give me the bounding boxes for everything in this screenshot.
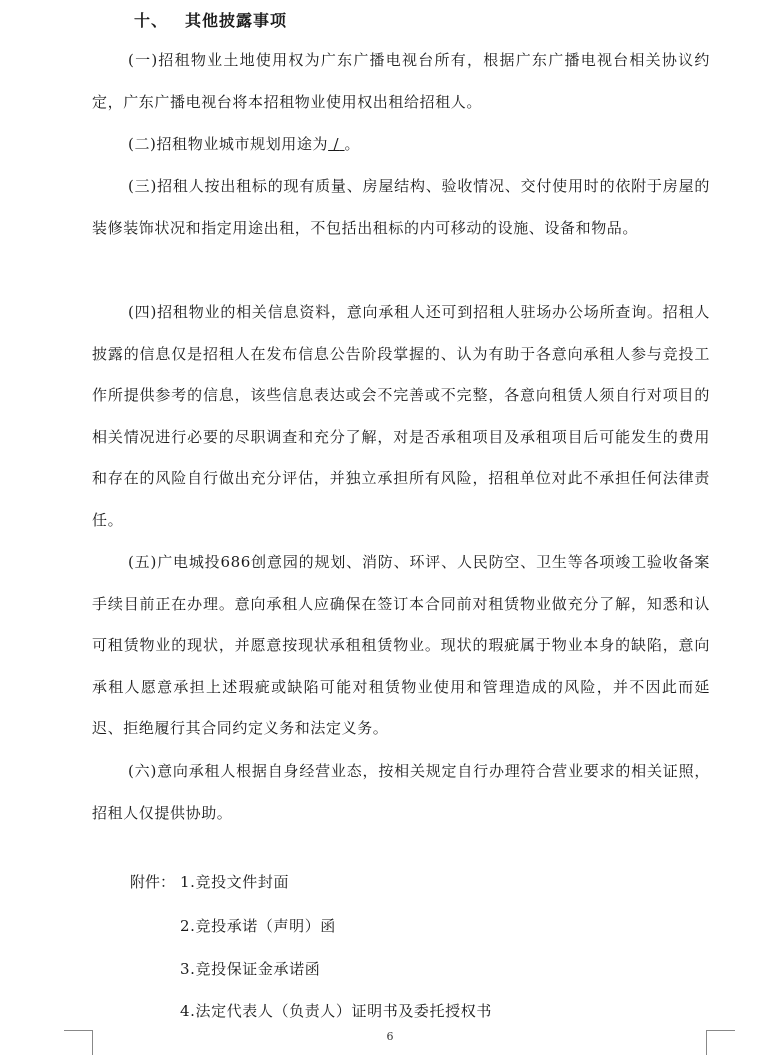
attachments-label: 附件： <box>130 873 176 891</box>
section-heading <box>134 8 287 31</box>
paragraph-5: (五)广电城投686创意园的规划、消防、环评、人民防空、卫生等各项竣工验收备案手续目前正在办理。意向承租人应确保在签订本合同前对租赁物业做充分了解，知悉和认可租赁物业的现状，并愿意按现状承租租赁物业。现状的瑕疵属于物业本身的缺陷，意向承租人愿意承担上述瑕疵或缺陷可能对租赁物业使用和管理造成的风险，并不因此而延迟、拒绝履行其合同约定义务和法定义务。 <box>92 553 710 738</box>
attachment-item: 2.竞投承诺（声明）函 <box>180 917 336 935</box>
paragraph-2 <box>92 124 710 166</box>
planning-use-value: / <box>333 135 340 153</box>
paragraph-2-text: (二)招租物业城市规划用途为 <box>128 135 329 153</box>
section-number: 十、 <box>134 11 169 30</box>
attachment-item: 3.竞投保证金承诺函 <box>180 960 321 978</box>
paragraph-3: (三)招租人按出租标的现有质量、房屋结构、验收情况、交付使用时的依附于房屋的装修装饰状况和指定用途出租，不包括出租标的内可移动的设施、设备和物品。 <box>92 177 710 237</box>
paragraph-2-end: 。 <box>344 135 361 153</box>
section-title: 其他披露事项 <box>185 11 288 30</box>
paragraph-6: (六)意向承租人根据自身经营业态，按相关规定自行办理符合营业要求的相关证照，招租人仅提供协助。 <box>92 762 710 822</box>
page-number: 6 <box>386 1030 394 1043</box>
paragraph-1: (一)招租物业土地使用权为广东广播电视台所有，根据广东广播电视台相关协议约定，广东广播电视台将本招租物业使用权出租给招租人。 <box>92 51 710 111</box>
attachment-item: 1.竞投文件封面 <box>180 873 290 891</box>
paragraph-4: (四)招租物业的相关信息资料，意向承租人还可到招租人驻场办公场所查询。招租人披露的信息仅是招租人在发布信息公告阶段掌握的、认为有助于各意向承租人参与竞投工作所提供参考的信息，该些信息表达或会不完善或不完整，各意向租赁人须自行对项目的相关情况进行必要的尽职调查和充分了解，对是否承租项目及承租项目后可能发生的费用和存在的风险自行做出充分评估，并独立承担所有风险，招租单位对此不承担任何法律责任。 <box>92 303 710 529</box>
attachment-item: 4.法定代表人（负责人）证明书及委托授权书 <box>180 1002 492 1020</box>
